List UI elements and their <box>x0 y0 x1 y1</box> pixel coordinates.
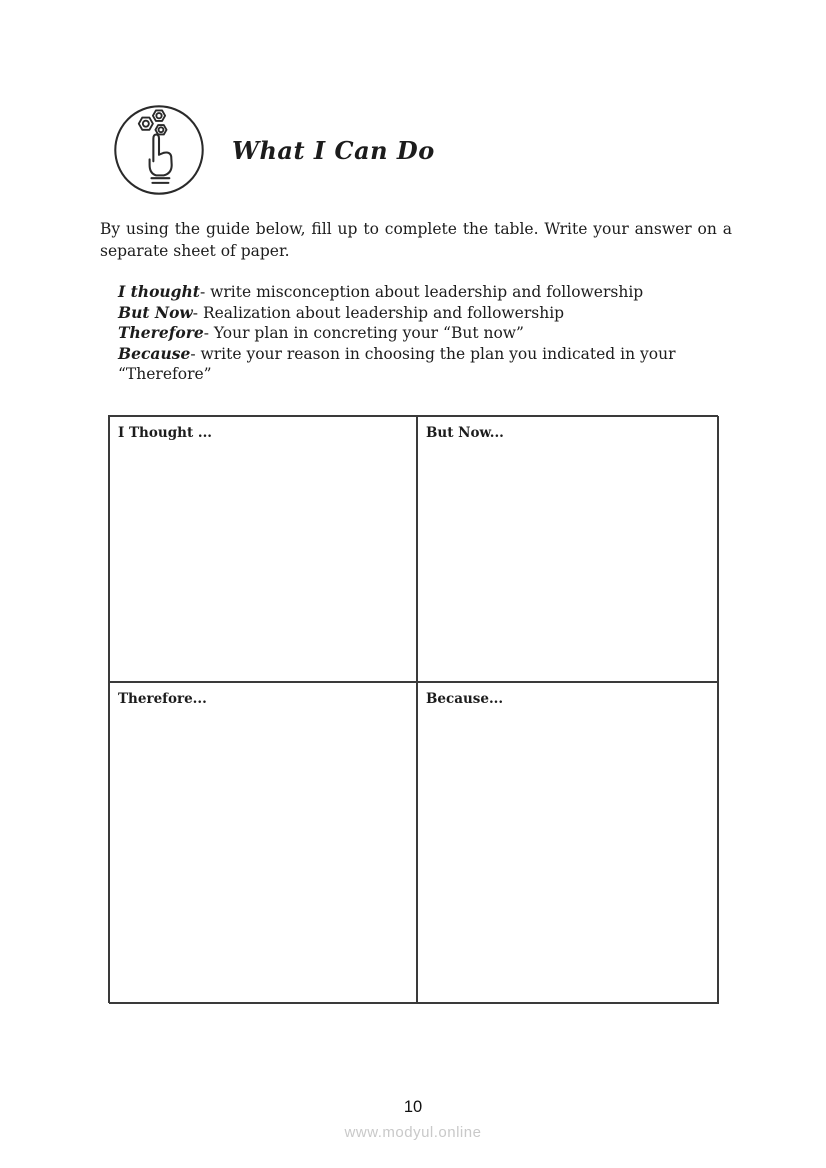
hand-pointing-gears-icon <box>112 103 206 197</box>
instructions-text: By using the guide below, fill up to complete the table. Write your answer on a separate sheet of paper. <box>100 220 732 260</box>
guide-term: Therefore <box>118 323 204 343</box>
cell-label: Therefore... <box>118 691 207 707</box>
guide-desc: - Your plan in concreting your “But now” <box>203 324 524 343</box>
guide-item-but-now <box>118 303 718 324</box>
table-cell-but-now <box>417 416 719 682</box>
guide-desc: - write misconception about leadership and followership <box>199 283 644 301</box>
guide-item-therefore <box>118 323 718 344</box>
cell-label: Because... <box>426 691 504 707</box>
guide-term: Because <box>118 344 191 364</box>
watermark-text: www.modyul.online <box>344 1124 482 1141</box>
guide-item-i-thought <box>118 282 718 303</box>
guide-list <box>118 282 718 384</box>
section-header <box>112 103 435 197</box>
guide-item-because <box>118 344 718 384</box>
answer-table <box>108 415 718 1003</box>
guide-desc: - Realization about leadership and followership <box>192 303 565 322</box>
guide-term: But Now <box>118 302 193 322</box>
cell-label: But Now... <box>426 425 504 441</box>
table-cell-i-thought <box>109 416 417 682</box>
section-title: What I Can Do <box>232 135 435 165</box>
guide-term: I thought <box>118 282 200 301</box>
table-cell-because <box>417 682 719 1004</box>
cell-label: I Thought ... <box>118 425 212 441</box>
table-cell-therefore <box>109 682 417 1004</box>
page-number: 10 <box>403 1098 423 1116</box>
guide-desc: - write your reason in choosing the plan you indicated in your “Therefore” <box>118 345 676 383</box>
